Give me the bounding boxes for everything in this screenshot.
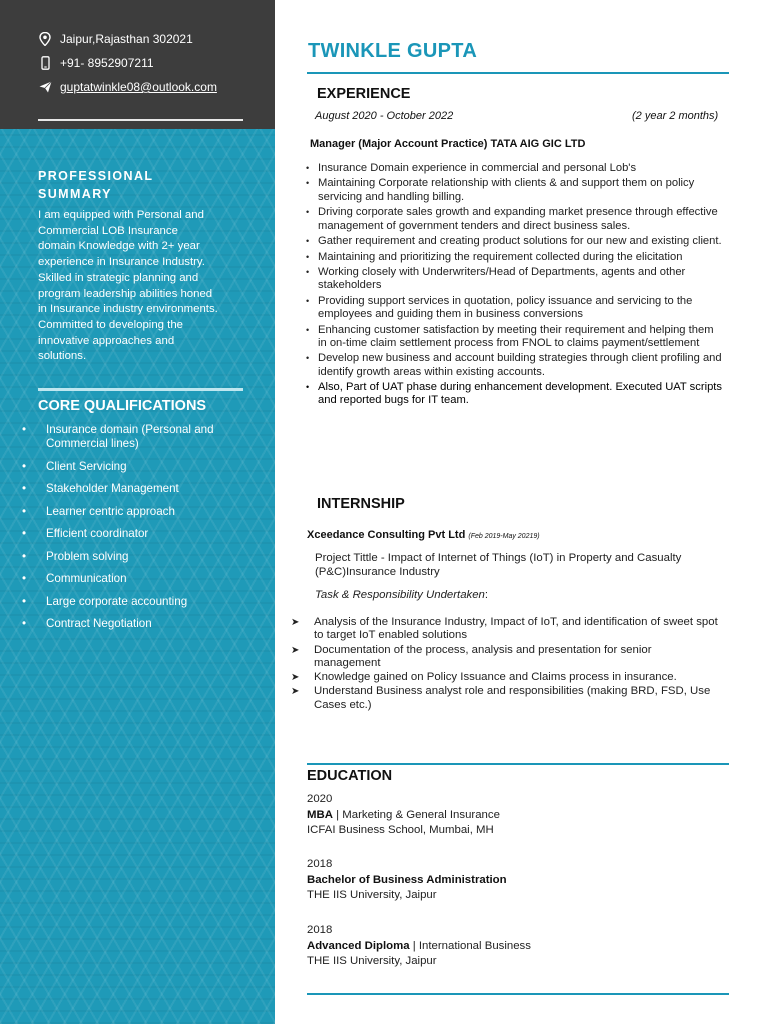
- education-divider: [307, 763, 729, 765]
- footer-divider: [307, 993, 729, 995]
- list-item: • Learner centric approach: [22, 505, 252, 519]
- qualifications-list: [22, 423, 252, 640]
- list-item: • Insurance domain (Personal and Commercial lines): [22, 423, 252, 451]
- list-item: ➤ Understand Business analyst role and responsibilities (making BRD, FSD, Use Cases etc.): [289, 685, 721, 712]
- education-field: International Business: [418, 939, 531, 952]
- task-heading: Task & Responsibility Undertaken:: [315, 589, 489, 601]
- location-pin-icon: [38, 32, 52, 46]
- job-title: Manager (Major Account Practice) TATA AIG GIC LTD: [310, 138, 586, 150]
- list-item: • Maintaining and prioritizing the requirement collected during the elicitation: [303, 251, 723, 264]
- project-title: Project Tittle - Impact of Internet of Things (IoT) in Property and Casualty (P&C)Insurance Industry: [315, 552, 682, 578]
- education-entry: 2018 Advanced Diploma | International Business THE IIS University, Jaipur: [307, 923, 727, 970]
- main-content: [275, 0, 768, 1024]
- list-item: • Contract Negotiation: [22, 617, 252, 631]
- list-item: • Driving corporate sales growth and expanding market presence through effective management of government tenders and direct business sales.: [303, 206, 723, 233]
- candidate-name: TWINKLE GUPTA: [308, 40, 478, 62]
- experience-dates: August 2020 - October 2022: [315, 110, 454, 122]
- education-year: 2018: [307, 858, 333, 870]
- education-field: Marketing & General Insurance: [342, 808, 500, 821]
- contact-address: [38, 30, 193, 48]
- internship-heading: INTERNSHIP: [317, 496, 405, 512]
- education-heading: EDUCATION: [307, 768, 393, 784]
- education-school: ICFAI Business School, Mumbai, MH: [307, 824, 494, 836]
- list-item: • Insurance Domain experience in commercial and personal Lob's: [303, 162, 723, 175]
- list-item: • Providing support services in quotation, policy issuance and servicing to the employees and guiding them in business conversions: [303, 295, 723, 322]
- internship-period: (Feb 2019-May 20219): [468, 533, 540, 540]
- list-item: • Client Servicing: [22, 460, 252, 474]
- education-entry: [307, 857, 727, 904]
- education-degree: Bachelor of Business Administration: [307, 873, 507, 886]
- education-year: 2020: [307, 793, 333, 805]
- summary-heading: PROFESSIONAL SUMMARY: [38, 169, 154, 201]
- list-item: ➤ Analysis of the Insurance Industry, Impact of IoT, and identification of sweet spot to target IoT enabled solutions: [289, 616, 721, 643]
- experience-heading: EXPERIENCE: [317, 86, 411, 102]
- contact-phone: [38, 54, 154, 72]
- internship-list: [289, 616, 721, 713]
- experience-duration: (2 year 2 months): [632, 110, 719, 122]
- address-text: Jaipur,Rajasthan 302021: [60, 32, 193, 46]
- phone-text: +91- 8952907211: [60, 56, 154, 70]
- education-degree: Advanced Diploma: [307, 939, 410, 952]
- education-year: 2018: [307, 924, 333, 936]
- send-icon: [38, 80, 52, 94]
- name-divider: [307, 72, 729, 74]
- list-item: • Enhancing customer satisfaction by meeting their requirement and helping them in on-time claim settlement process from FNOL to claims payment/settlement: [303, 324, 723, 351]
- summary-text: I am equipped with Personal and Commercial LOB Insurance domain Knowledge with 2+ year experience in Insurance Industry. Skilled in strategic planning and program leadership abilities honed in Insurance industry environments. Committed to developing the innovative approaches and solutions.: [38, 209, 218, 363]
- contact-email: [38, 78, 217, 96]
- summary-divider: [38, 388, 243, 391]
- sidebar: [0, 0, 275, 1024]
- list-item: ➤ Knowledge gained on Policy Issuance and Claims process in insurance.: [289, 671, 721, 684]
- qualifications-heading: CORE QUALIFICATIONS: [38, 398, 207, 414]
- list-item: • Efficient coordinator: [22, 527, 252, 541]
- education-school: THE IIS University, Jaipur: [307, 955, 437, 967]
- phone-icon: [38, 56, 52, 70]
- email-link[interactable]: guptatwinkle08@outlook.com: [60, 80, 217, 94]
- internship-company: Xceedance Consulting Pvt Ltd (Feb 2019-May 20219): [307, 529, 540, 541]
- list-item: • Communication: [22, 572, 252, 586]
- list-item: • Maintaining Corporate relationship with clients & and support them on policy servicing and handling billing.: [303, 177, 723, 204]
- experience-list: [303, 162, 723, 410]
- list-item: • Also, Part of UAT phase during enhancement development. Executed UAT scripts and reported bugs for IT team.: [303, 381, 723, 408]
- education-degree: MBA: [307, 808, 333, 821]
- list-item: ➤ Documentation of the process, analysis and presentation for senior management: [289, 644, 721, 671]
- list-item: • Large corporate accounting: [22, 595, 252, 609]
- list-item: • Working closely with Underwriters/Head of Departments, agents and other stakeholders: [303, 266, 723, 293]
- list-item: • Problem solving: [22, 550, 252, 564]
- education-entry: 2020 MBA | Marketing & General Insurance ICFAI Business School, Mumbai, MH: [307, 792, 727, 839]
- list-item: • Stakeholder Management: [22, 482, 252, 496]
- contact-divider: [38, 119, 243, 121]
- list-item: • Develop new business and account building strategies through client profiling and identify growth areas within existing accounts.: [303, 352, 723, 379]
- list-item: • Gather requirement and creating product solutions for our new and existing client.: [303, 235, 723, 248]
- education-school: THE IIS University, Jaipur: [307, 889, 437, 901]
